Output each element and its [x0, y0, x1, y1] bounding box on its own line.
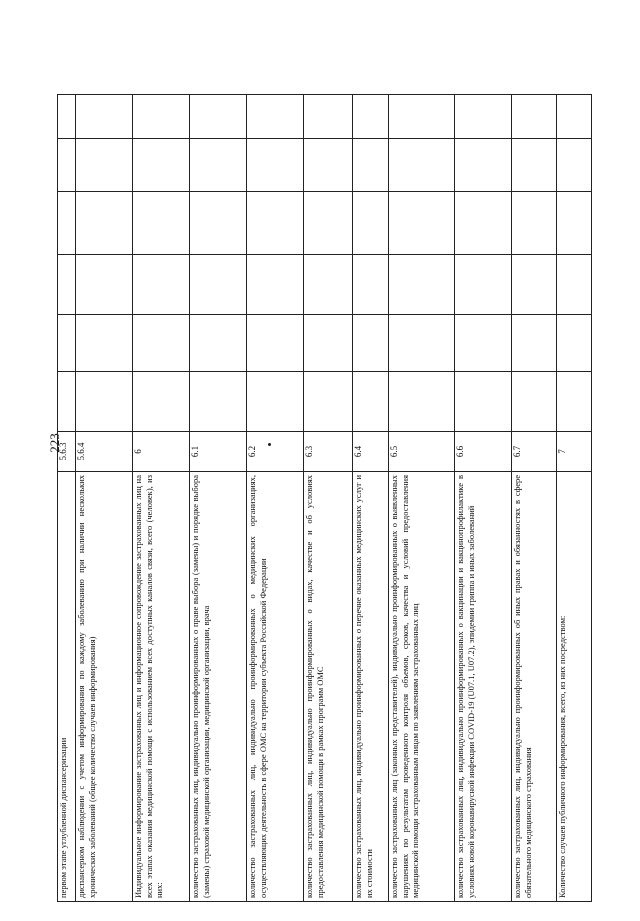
value-cell	[557, 255, 592, 315]
value-cell	[557, 315, 592, 372]
value-cell	[389, 372, 455, 432]
value-cell	[389, 255, 455, 315]
row-code: 6.6	[455, 432, 512, 472]
value-cell	[455, 255, 512, 315]
row-code: 5.6.4	[76, 432, 133, 472]
table-row	[353, 95, 389, 902]
value-cell	[247, 315, 304, 372]
table-row	[455, 95, 512, 902]
value-cell	[512, 95, 557, 139]
row-label: количество застрахованных лиц (законных представителей), индивидуально проинформированных о выявленных нарушениях по результатам проведенного контроля объемов, сроков, качества и условий предоставления медицинской помощи застрахованным лицам по заявлениям застрахованных лиц	[389, 472, 455, 902]
value-cell	[557, 95, 592, 139]
value-cell	[353, 95, 389, 139]
table-row	[512, 95, 557, 902]
table-row	[133, 95, 190, 902]
value-cell	[58, 255, 76, 315]
row-code: 6.2	[247, 432, 304, 472]
value-cell	[247, 255, 304, 315]
value-cell	[133, 192, 190, 255]
row-code: 6	[133, 432, 190, 472]
value-cell	[389, 315, 455, 372]
value-cell	[190, 192, 247, 255]
value-cell	[58, 95, 76, 139]
value-cell	[58, 315, 76, 372]
value-cell	[557, 192, 592, 255]
value-cell	[76, 95, 133, 139]
table-row	[304, 95, 353, 902]
value-cell	[304, 95, 353, 139]
row-code: 7	[557, 432, 592, 472]
value-cell	[58, 192, 76, 255]
value-cell	[304, 315, 353, 372]
value-cell	[389, 192, 455, 255]
table-row	[58, 95, 76, 902]
value-cell	[76, 372, 133, 432]
row-code: 6.3	[304, 432, 353, 472]
table-row	[76, 95, 133, 902]
value-cell	[76, 192, 133, 255]
value-cell	[304, 139, 353, 192]
value-cell	[455, 139, 512, 192]
value-cell	[389, 95, 455, 139]
value-cell	[190, 315, 247, 372]
value-cell	[455, 315, 512, 372]
value-cell	[353, 192, 389, 255]
value-cell	[133, 255, 190, 315]
row-label: количество застрахованных лиц, индивидуально проинформированных о видах, качестве и об условиях предоставления медицинской помощи в рамках программ ОМС	[304, 472, 353, 902]
value-cell	[455, 95, 512, 139]
value-cell	[190, 372, 247, 432]
value-cell	[58, 372, 76, 432]
value-cell	[512, 372, 557, 432]
value-cell	[190, 255, 247, 315]
value-cell	[557, 372, 592, 432]
value-cell	[512, 139, 557, 192]
row-label: Количество случаев публичного информирования, всего, из них посредством:	[557, 472, 592, 902]
value-cell	[133, 95, 190, 139]
row-label: количество застрахованных лиц, индивидуально проинформированных об иных правах и обязанностях в сфере обязательного медицинского страхования	[512, 472, 557, 902]
row-code: 6.1	[190, 432, 247, 472]
table-row	[190, 95, 247, 902]
value-cell	[247, 372, 304, 432]
row-code: 6.4	[353, 432, 389, 472]
row-label: количество застрахованных лиц, индивидуально проинформированных о праве выбора (замены) и порядке выбора (замены) страховой медицинской организации, медицинской организации, врача	[190, 472, 247, 902]
value-cell	[353, 315, 389, 372]
value-cell	[389, 139, 455, 192]
value-cell	[557, 139, 592, 192]
value-cell	[353, 255, 389, 315]
indicator-table	[57, 94, 592, 902]
row-label: первом этапе углубленной диспансеризации	[58, 472, 76, 902]
row-code: 5.6.3	[58, 432, 76, 472]
value-cell	[353, 139, 389, 192]
row-code: 6.7	[512, 432, 557, 472]
row-label: количество застрахованных лиц, индивидуально проинформированных о вакцинации и вакцинопрофилактике в условиях новой коронавирусной инфекции COVID-19 (U07.1, U07.2), эпидемии гриппа и иных заболеваний	[455, 472, 512, 902]
table-row	[557, 95, 592, 902]
page-number: 223	[47, 433, 62, 453]
row-code: 6.5	[389, 432, 455, 472]
value-cell	[353, 372, 389, 432]
value-cell	[133, 139, 190, 192]
value-cell	[247, 139, 304, 192]
table-container	[57, 95, 591, 902]
value-cell	[247, 95, 304, 139]
value-cell	[512, 315, 557, 372]
value-cell	[190, 139, 247, 192]
row-label: диспансерном наблюдении с учетом информирования по каждому заболеванию при наличии нескольких хронических заболеваний (общее количество случаев информирования)	[76, 472, 133, 902]
value-cell	[58, 139, 76, 192]
value-cell	[455, 372, 512, 432]
value-cell	[76, 139, 133, 192]
value-cell	[133, 315, 190, 372]
row-label: Индивидуальное информирование застрахованных лиц и информационное сопровождение застрахованных лиц на всех этапах оказания медицинской помощи с использованием всех доступных каналов связи, всего (человек), из них:	[133, 472, 190, 902]
value-cell	[512, 255, 557, 315]
value-cell	[455, 192, 512, 255]
value-cell	[190, 95, 247, 139]
value-cell	[304, 255, 353, 315]
row-label: количество застрахованных лиц, индивидуально проинформированных о медицинских организациях, осуществляющих деятельность в сфере ОМС на территории субъекта Российской Федерации	[247, 472, 304, 902]
value-cell	[304, 372, 353, 432]
value-cell	[304, 192, 353, 255]
row-label: количество застрахованных лиц, индивидуально проинформированных о перечне оказанных медицинских услуг и их стоимости	[353, 472, 389, 902]
table-row	[389, 95, 455, 902]
value-cell	[512, 192, 557, 255]
value-cell	[247, 192, 304, 255]
rotated-table	[57, 95, 591, 902]
value-cell	[76, 255, 133, 315]
value-cell	[133, 372, 190, 432]
table-row	[247, 95, 304, 902]
value-cell	[76, 315, 133, 372]
